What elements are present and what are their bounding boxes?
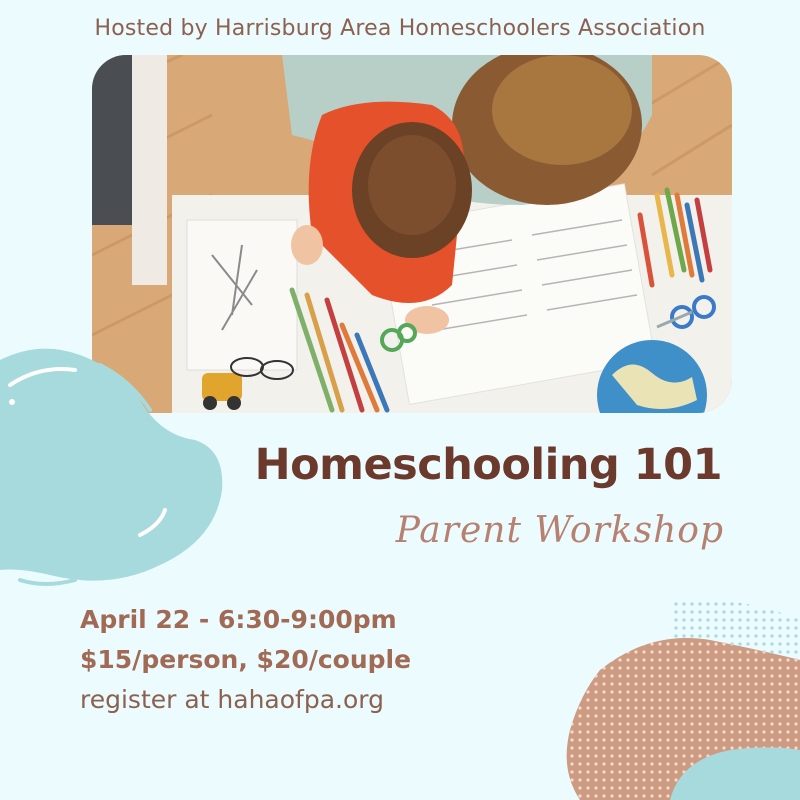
workshop-subtitle: Parent Workshop xyxy=(395,510,724,551)
workshop-title: Homeschooling 101 xyxy=(254,440,722,490)
tan-blob-decoration xyxy=(560,600,800,800)
event-details xyxy=(80,600,411,720)
event-date-time: April 22 - 6:30-9:00pm xyxy=(80,605,397,634)
event-price: $15/person, $20/couple xyxy=(80,645,412,674)
register-info: register at hahaofpa.org xyxy=(80,685,384,714)
host-line: Hosted by Harrisburg Area Homeschoolers Association xyxy=(94,16,706,41)
